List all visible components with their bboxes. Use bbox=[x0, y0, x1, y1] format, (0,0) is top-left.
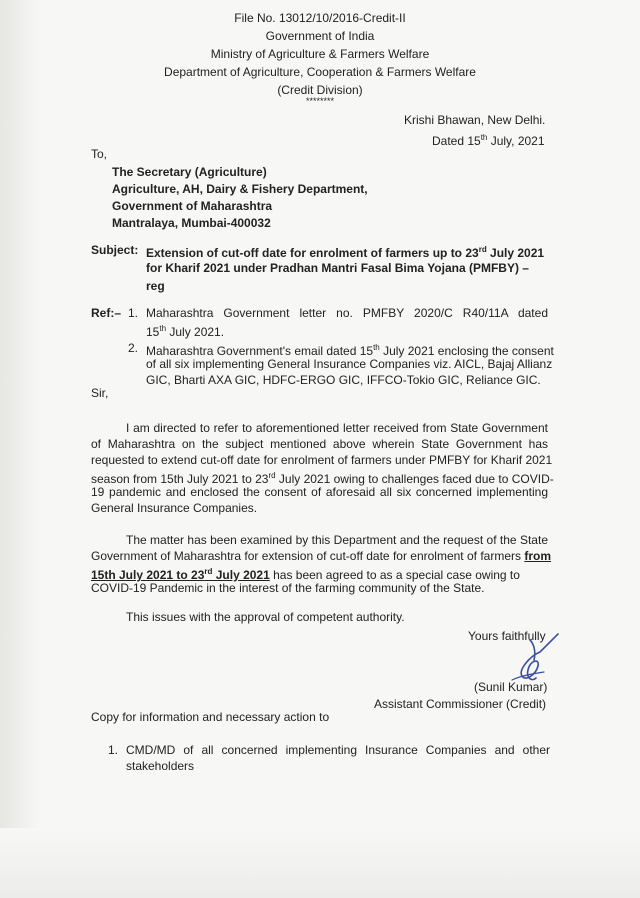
closing-phrase: Yours faithfully bbox=[468, 629, 546, 643]
approval-line: This issues with the approval of competent authority. bbox=[126, 610, 405, 624]
addressee-line: Agriculture, AH, Dairy & Fishery Department, bbox=[112, 182, 368, 196]
copy-item-line: CMD/MD of all concerned implementing Insurance Companies and other bbox=[126, 743, 550, 757]
paragraph-line: season from 15th July 2021 to 23rd July 2021 owing to challenges faced due to COVID- bbox=[91, 471, 554, 486]
letter-date: Dated 15th July, 2021 bbox=[432, 133, 545, 148]
department-line: Department of Agriculture, Cooperation & Farmers Welfare bbox=[164, 65, 476, 79]
addressee-line: Government of Maharashtra bbox=[112, 199, 273, 213]
ref-item-line: Maharashtra Government's email dated 15th July 2021 enclosing the consent bbox=[146, 343, 554, 358]
ref-label: Ref:– bbox=[91, 306, 122, 320]
ref-item-line: Maharashtra Government letter no. PMFBY 2020/C R40/11A dated bbox=[146, 306, 548, 320]
copy-item-number: 1. bbox=[108, 743, 119, 757]
ref-item-number: 1. bbox=[128, 306, 139, 320]
govt-line: Government of India bbox=[265, 29, 375, 43]
scan-shadow-bottom bbox=[0, 828, 640, 898]
addressee-line: The Secretary (Agriculture) bbox=[112, 165, 267, 179]
subject-line: reg bbox=[146, 279, 165, 293]
paragraph-line: I am directed to refer to aforementioned letter received from State Government bbox=[126, 421, 548, 435]
signatory-name: (Sunil Kumar) bbox=[474, 680, 548, 694]
signatory-designation: Assistant Commissioner (Credit) bbox=[374, 697, 547, 711]
subject-line: Extension of cut-off date for enrolment of farmers up to 23rd July 2021 bbox=[146, 245, 545, 260]
to-label: To, bbox=[91, 147, 108, 161]
place: Krishi Bhawan, New Delhi. bbox=[404, 113, 546, 127]
subject-label: Subject: bbox=[91, 243, 139, 257]
paragraph-line: 15th July 2021 to 23rd July 2021 has been agreed to as a special case owing to bbox=[91, 567, 520, 582]
paragraph-line: 19 pandemic and enclosed the consent of aforesaid all six concerned implementing bbox=[91, 485, 548, 499]
ministry-line: Ministry of Agriculture & Farmers Welfare bbox=[210, 47, 430, 61]
addressee-line: Mantralaya, Mumbai-400032 bbox=[112, 216, 271, 230]
file-number: File No. 13012/10/2016-Credit-II bbox=[234, 11, 406, 25]
paragraph-line: requested to extend cut-off date for enrolment of farmers under PMFBY for Kharif 2021 bbox=[91, 453, 553, 467]
ref-item-line: of all six implementing General Insurance Companies viz. AICL, Bajaj Allianz bbox=[146, 357, 553, 371]
scan-shadow bbox=[0, 0, 40, 898]
paragraph-line: Government of Maharashtra for extension of cut-off date for enrolment of farmers from bbox=[91, 549, 551, 563]
division-line: (Credit Division) bbox=[277, 83, 363, 97]
ref-item-number: 2. bbox=[128, 341, 139, 355]
paragraph-line: COVID-19 Pandemic in the interest of the farming community of the State. bbox=[91, 581, 485, 595]
paragraph-line: General Insurance Companies. bbox=[91, 501, 258, 515]
subject-line: for Kharif 2021 under Pradhan Mantri Fasal Bima Yojana (PMFBY) – bbox=[146, 261, 529, 275]
salutation: Sir, bbox=[91, 386, 109, 400]
ref-item-line: GIC, Bharti AXA GIC, HDFC-ERGO GIC, IFFCO-Tokio GIC, Reliance GIC. bbox=[146, 373, 541, 387]
paragraph-line: The matter has been examined by this Department and the request of the State bbox=[126, 533, 548, 547]
paragraph-line: of Maharashtra on the subject mentioned above wherein State Government has bbox=[91, 437, 548, 451]
ref-item-line: 15th July 2021. bbox=[146, 324, 225, 339]
copy-to-label: Copy for information and necessary action to bbox=[91, 710, 330, 724]
copy-item-line: stakeholders bbox=[126, 759, 195, 773]
separator-stars: ******** bbox=[305, 96, 335, 106]
